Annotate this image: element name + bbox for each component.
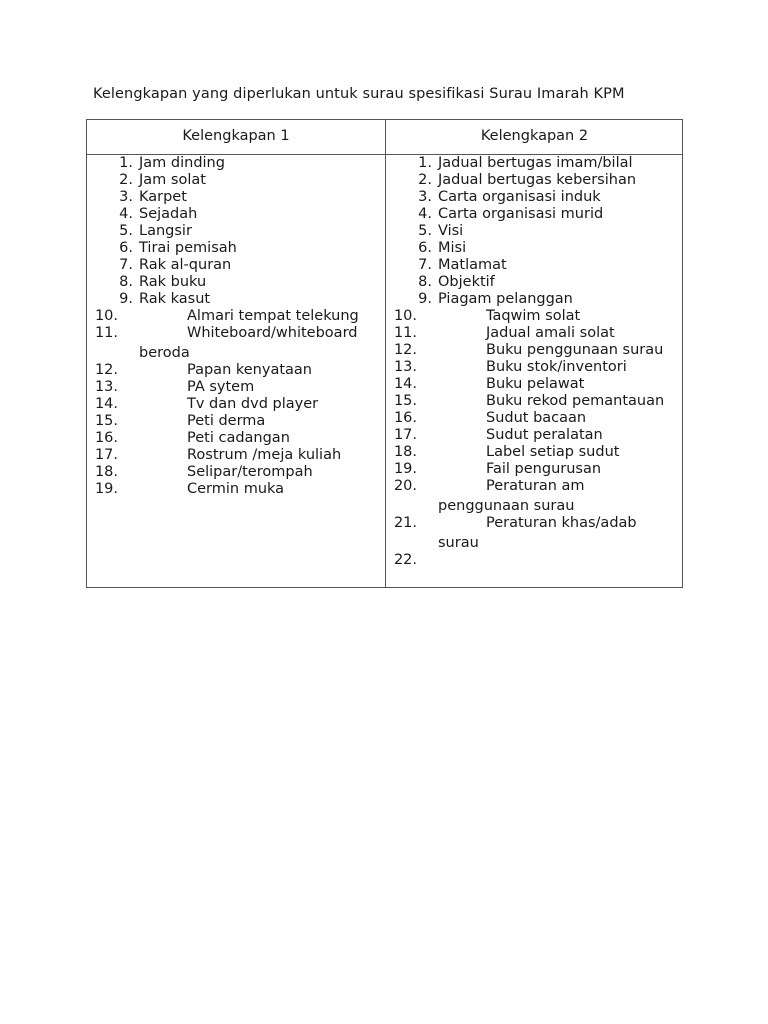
item-text-continued: penggunaan surau <box>438 498 575 514</box>
list-item <box>87 240 383 257</box>
item-text: Peti derma <box>187 413 266 429</box>
list-item <box>87 362 383 379</box>
list-item <box>87 308 383 325</box>
item-number: 7. <box>119 257 133 273</box>
item-number: 18. <box>393 444 417 460</box>
item-text: Buku pelawat <box>486 376 585 392</box>
item-text: Rak al-quran <box>139 257 232 273</box>
item-number: 6. <box>119 240 133 256</box>
list-item <box>386 155 682 172</box>
item-text: Whiteboard/whiteboard <box>187 325 358 341</box>
equipment-table <box>86 119 683 588</box>
item-number: 17. <box>94 447 118 463</box>
list-item <box>87 206 383 223</box>
item-number: 1. <box>119 155 133 171</box>
item-number: 13. <box>94 379 118 395</box>
list-item <box>87 464 383 481</box>
item-number: 21. <box>393 515 417 531</box>
item-text: Cermin muka <box>187 481 285 497</box>
list-item <box>87 155 383 172</box>
item-number: 2. <box>119 172 133 188</box>
item-text: Taqwim solat <box>486 308 581 324</box>
list-item <box>386 223 682 240</box>
item-number: 14. <box>94 396 118 412</box>
item-text: Sudut bacaan <box>486 410 587 426</box>
list-item <box>386 410 682 427</box>
item-text: Karpet <box>139 189 187 205</box>
item-number: 7. <box>418 257 432 273</box>
kelengkapan-2-list <box>386 155 682 569</box>
list-item <box>386 478 682 515</box>
item-text: Jadual amali solat <box>486 325 615 341</box>
item-number: 10. <box>393 308 417 324</box>
list-item <box>386 359 682 376</box>
list-item <box>386 376 682 393</box>
list-item <box>386 257 682 274</box>
item-text: Sejadah <box>139 206 198 222</box>
item-text-continued: surau <box>438 535 479 551</box>
list-item <box>386 291 682 308</box>
item-text: Rak kasut <box>139 291 211 307</box>
list-item <box>386 308 682 325</box>
item-number: 16. <box>393 410 417 426</box>
page-title: Kelengkapan yang diperlukan untuk surau spesifikasi Surau Imarah KPM <box>93 86 625 102</box>
list-item <box>386 515 682 552</box>
item-text: Tv dan dvd player <box>187 396 319 412</box>
list-item <box>87 223 383 240</box>
item-number: 3. <box>418 189 432 205</box>
item-text: Carta organisasi murid <box>438 206 604 222</box>
item-number: 2. <box>418 172 432 188</box>
item-number: 13. <box>393 359 417 375</box>
item-number: 18. <box>94 464 118 480</box>
list-item <box>386 552 682 569</box>
list-item <box>87 379 383 396</box>
item-number: 20. <box>393 478 417 494</box>
item-text: Jam dinding <box>139 155 225 171</box>
item-number: 8. <box>119 274 133 290</box>
list-item <box>87 172 383 189</box>
item-number: 4. <box>119 206 133 222</box>
list-item <box>87 413 383 430</box>
list-item <box>87 257 383 274</box>
item-text: Tirai pemisah <box>139 240 237 256</box>
list-item <box>87 274 383 291</box>
list-item <box>386 240 682 257</box>
item-number: 16. <box>94 430 118 446</box>
item-number: 3. <box>119 189 133 205</box>
item-text: Rak buku <box>139 274 207 290</box>
item-text: Misi <box>438 240 467 256</box>
item-text: Fail pengurusan <box>486 461 602 477</box>
item-number: 4. <box>418 206 432 222</box>
list-item <box>386 172 682 189</box>
item-number: 12. <box>94 362 118 378</box>
item-text: Visi <box>438 223 464 239</box>
item-number: 10. <box>94 308 118 324</box>
item-number: 22. <box>393 552 417 568</box>
item-number: 19. <box>94 481 118 497</box>
item-number: 15. <box>393 393 417 409</box>
list-item <box>386 393 682 410</box>
kelengkapan-1-list <box>87 155 383 498</box>
item-text: Rostrum /meja kuliah <box>187 447 342 463</box>
list-item <box>87 325 383 362</box>
item-text: Peraturan am <box>486 478 585 494</box>
list-item <box>87 291 383 308</box>
item-text: Peti cadangan <box>187 430 290 446</box>
list-item <box>87 396 383 413</box>
item-number: 1. <box>418 155 432 171</box>
item-number: 5. <box>119 223 133 239</box>
item-text: Jam solat <box>139 172 206 188</box>
list-item <box>87 430 383 447</box>
item-text-continued: beroda <box>139 345 190 361</box>
item-text: Buku stok/inventori <box>486 359 627 375</box>
item-text: Label setiap sudut <box>486 444 620 460</box>
item-number: 9. <box>119 291 133 307</box>
item-text: Buku rekod pemantauan <box>486 393 665 409</box>
item-text: Piagam pelanggan <box>438 291 573 307</box>
item-text: Langsir <box>139 223 192 239</box>
item-number: 5. <box>418 223 432 239</box>
item-text: Jadual bertugas kebersihan <box>438 172 637 188</box>
list-item <box>386 427 682 444</box>
item-number: 11. <box>94 325 118 341</box>
item-number: 9. <box>418 291 432 307</box>
column-header-kelengkapan-2: Kelengkapan 2 <box>480 128 589 144</box>
item-text: Selipar/terompah <box>187 464 313 480</box>
list-item <box>386 342 682 359</box>
item-number: 11. <box>393 325 417 341</box>
list-item <box>386 444 682 461</box>
item-number: 14. <box>393 376 417 392</box>
item-text: Jadual bertugas imam/bilal <box>438 155 633 171</box>
item-text: PA sytem <box>187 379 255 395</box>
item-text: Almari tempat telekung <box>187 308 359 324</box>
item-text: Objektif <box>438 274 495 290</box>
list-item <box>386 206 682 223</box>
item-number: 6. <box>418 240 432 256</box>
item-number: 15. <box>94 413 118 429</box>
item-number: 19. <box>393 461 417 477</box>
item-text: Buku penggunaan surau <box>486 342 664 358</box>
item-number: 12. <box>393 342 417 358</box>
list-item <box>87 189 383 206</box>
item-text: Matlamat <box>438 257 507 273</box>
list-item <box>386 461 682 478</box>
column-header-kelengkapan-1: Kelengkapan 1 <box>182 128 290 144</box>
item-number: 8. <box>418 274 432 290</box>
item-number: 17. <box>393 427 417 443</box>
item-text: Papan kenyataan <box>187 362 312 378</box>
list-item <box>386 325 682 342</box>
list-item <box>386 189 682 206</box>
item-text: Sudut peralatan <box>486 427 603 443</box>
item-text: Carta organisasi induk <box>438 189 601 205</box>
item-text: Peraturan khas/adab <box>486 515 637 531</box>
list-item <box>87 481 383 498</box>
list-item <box>87 447 383 464</box>
list-item <box>386 274 682 291</box>
